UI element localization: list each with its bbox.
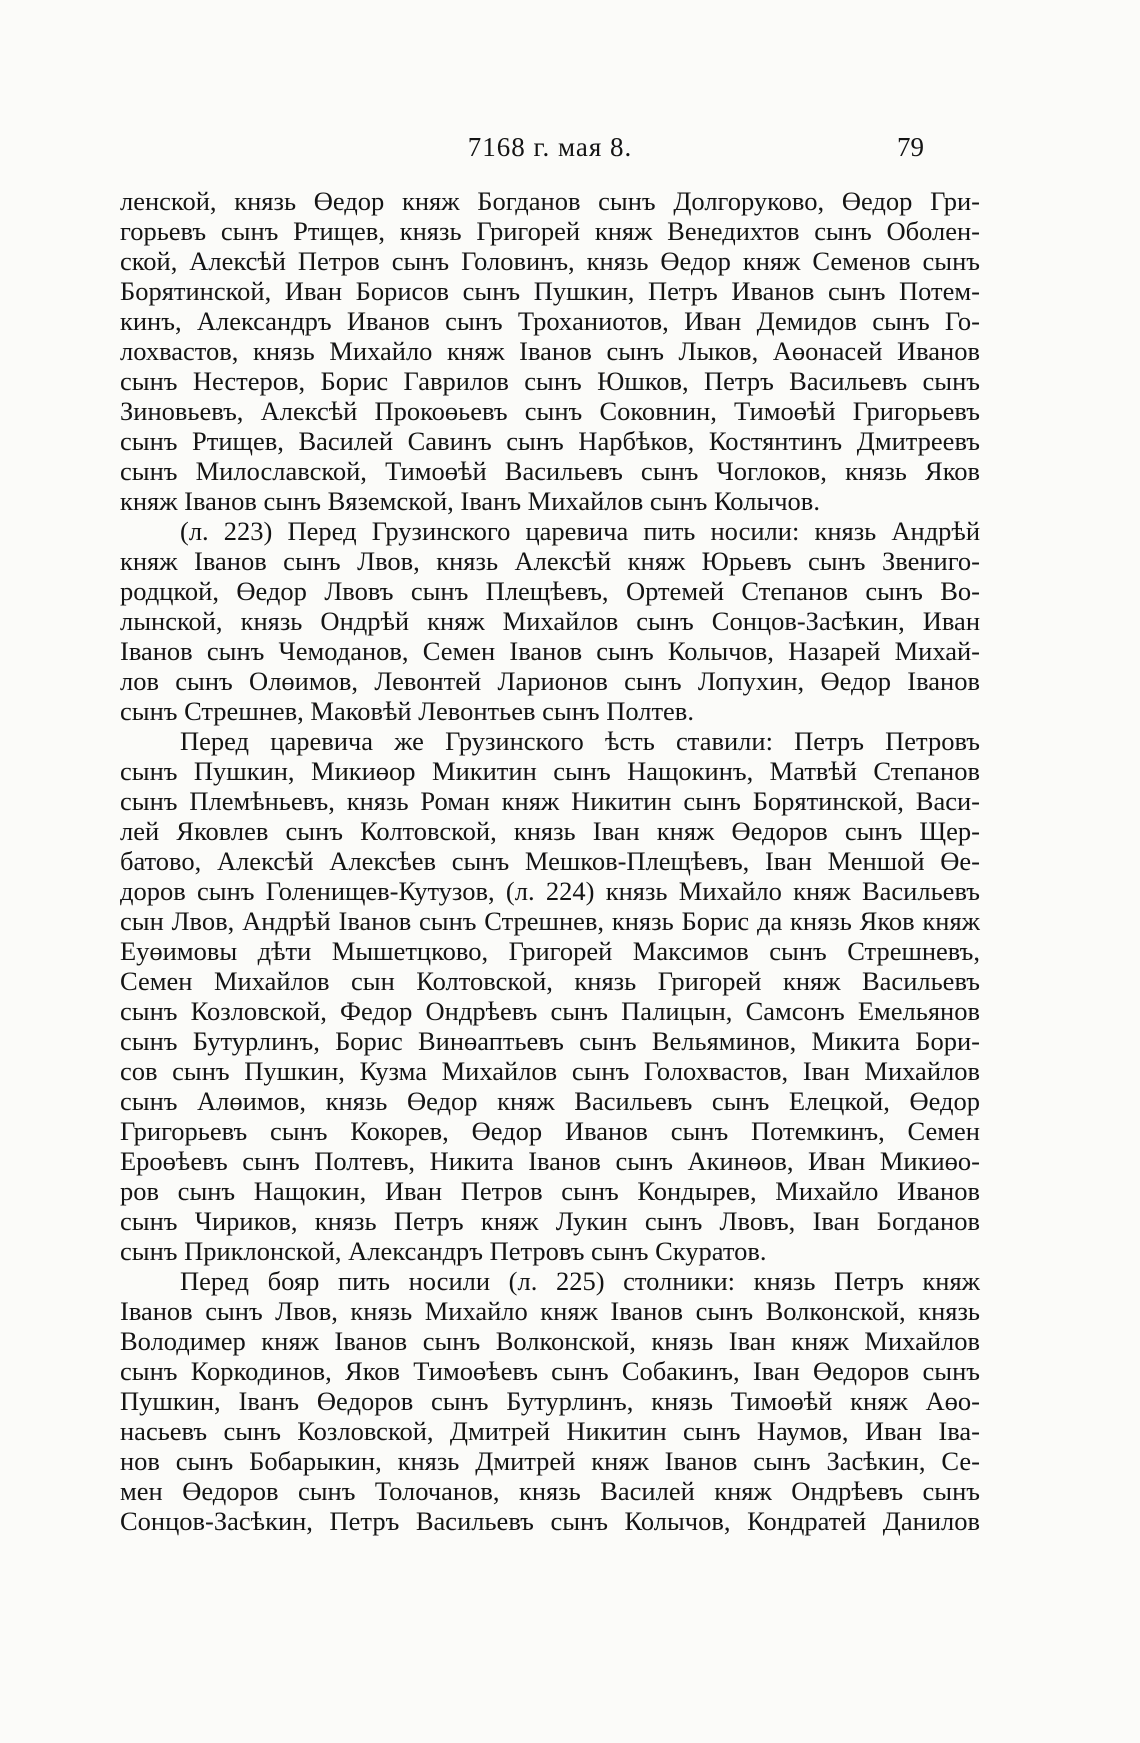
text-line: княж Іванов сынъ Вяземской, Іванъ Михайлов сынъ Колычов. bbox=[120, 486, 820, 516]
paragraph bbox=[120, 726, 980, 1266]
text-line: сов сынъ Пушкин, Кузма Михайлов сынъ Голохвастов, Іван Михайлов bbox=[120, 1056, 980, 1086]
text-line: Сонцов-Засѣкин, Петръ Васильевъ сынъ Колычов, Кондратей Данилов bbox=[120, 1506, 980, 1536]
paragraph bbox=[120, 186, 980, 516]
page-number: 79 bbox=[897, 132, 924, 162]
text-line: сынъ Коркодинов, Яков Тимоөѣевъ сынъ Собакинъ, Іван Өедоров сынъ bbox=[120, 1356, 980, 1386]
text-line: Семен Михайлов сын Колтовской, князь Григорей княж Васильевъ bbox=[120, 966, 980, 996]
text-line: Іванов сынъ Чемоданов, Семен Іванов сынъ Колычов, Назарей Михай- bbox=[120, 636, 980, 666]
text-line: лей Яковлев сынъ Колтовской, князь Іван княж Өедоров сынъ Щер- bbox=[120, 816, 980, 846]
text-line: сынъ Милославской, Тимоөѣй Васильевъ сынъ Чоглоков, князь Яков bbox=[120, 456, 980, 486]
text-line: сынъ Бутурлинъ, Борис Винөаптьевъ сынъ Вельяминов, Микита Бори- bbox=[120, 1026, 980, 1056]
text-line: сынъ Нестеров, Борис Гаврилов сынъ Юшков, Петръ Васильевъ сынъ bbox=[120, 366, 980, 396]
text-line: ской, Алексѣй Петров сынъ Головинъ, князь Өедор княж Семенов сынъ bbox=[120, 246, 980, 276]
header-title: 7168 г. мая 8. bbox=[467, 132, 633, 162]
text-line: нов сынъ Бобарыкин, князь Дмитрей княж Іванов сынъ Засѣкин, Се- bbox=[120, 1446, 980, 1476]
text-line: лохвастов, князь Михайло княж Іванов сынъ Лыков, Аөонасей Иванов bbox=[120, 336, 980, 366]
text-line: сын Лвов, Андрѣй Іванов сынъ Стрешнев, князь Борис да князь Яков княж bbox=[120, 906, 980, 936]
text-line: лов сынъ Олөимов, Левонтей Ларионов сынъ Лопухин, Өедор Іванов bbox=[120, 666, 980, 696]
text-line: (л. 223) Перед Грузинского царевича пить носили: князь Андрѣй bbox=[180, 516, 980, 546]
text-line: сынъ Козловской, Федор Ондрѣевъ сынъ Палицын, Самсонъ Емельянов bbox=[120, 996, 980, 1026]
paragraph bbox=[120, 1266, 980, 1536]
text-line: Зиновьевъ, Алексѣй Прокоөьевъ сынъ Соковнин, Тимоөѣй Григорьевъ bbox=[120, 396, 980, 426]
text-line: Пушкин, Іванъ Өедоров сынъ Бутурлинъ, князь Тимоөѣй княж Аөо- bbox=[120, 1386, 980, 1416]
text-line: сынъ Ртищев, Василей Савинъ сынъ Нарбѣков, Костянтинъ Дмитреевъ bbox=[120, 426, 980, 456]
text-line: сынъ Стрешнев, Маковѣй Левонтьев сынъ Полтев. bbox=[120, 696, 694, 726]
text-line: сынъ Племѣньевъ, князь Роман княж Никитин сынъ Борятинской, Васи- bbox=[120, 786, 980, 816]
text-line: сынъ Приклонской, Александръ Петровъ сынъ Скуратов. bbox=[120, 1236, 767, 1266]
text-line: Перед бояр пить носили (л. 225) столники: князь Петръ княж bbox=[180, 1266, 980, 1296]
text-line: Володимер княж Іванов сынъ Волконской, князь Іван княж Михайлов bbox=[120, 1326, 980, 1356]
text-line: Еуөимовы дѣти Мышетцково, Григорей Максимов сынъ Стрешневъ, bbox=[120, 936, 980, 966]
text-line: сынъ Алөимов, князь Өедор княж Васильевъ сынъ Елецкой, Өедор bbox=[120, 1086, 980, 1116]
text-line: ленской, князь Өедор княж Богданов сынъ Долгоруково, Өедор Гри- bbox=[120, 186, 980, 216]
text-line: родцкой, Өедор Лвовъ сынъ Плещѣевъ, Ортемей Степанов сынъ Во- bbox=[120, 576, 980, 606]
text-line: кинъ, Александръ Иванов сынъ Трохaниотов, Иван Демидов сынъ Го- bbox=[120, 306, 980, 336]
text-line: ров сынъ Нащокин, Иван Петров сынъ Кондырев, Михайло Иванов bbox=[120, 1176, 980, 1206]
text-line: Борятинской, Иван Борисов сынъ Пушкин, Петръ Иванов сынъ Потем- bbox=[120, 276, 980, 306]
text-line: лынской, князь Ондрѣй княж Михайлов сынъ Сонцов-Засѣкин, Иван bbox=[120, 606, 980, 636]
text-line: доров сынъ Голенищев-Кутузов, (л. 224) князь Михайло княж Васильевъ bbox=[120, 876, 980, 906]
text-line: Григорьевъ сынъ Кокорев, Өедор Иванов сынъ Потемкинъ, Семен bbox=[120, 1116, 980, 1146]
text-line: княж Іванов сынъ Лвов, князь Алексѣй княж Юрьевъ сынъ Звениго- bbox=[120, 546, 980, 576]
text-line: сынъ Чириков, князь Петръ княж Лукин сынъ Лвовъ, Іван Богданов bbox=[120, 1206, 980, 1236]
text-line: Перед царевича же Грузинского ѣсть ставили: Петръ Петровъ bbox=[180, 726, 980, 756]
text-line: Іванов сынъ Лвов, князь Михайло княж Іванов сынъ Волконской, князь bbox=[120, 1296, 980, 1326]
text-line: горьевъ сынъ Ртищев, князь Григорей княж Венедихтов сынъ Оболен- bbox=[120, 216, 980, 246]
text-line: Ероөѣевъ сынъ Полтевъ, Никита Іванов сынъ Акинөов, Иван Микиөо- bbox=[120, 1146, 980, 1176]
text-line: насьевъ сынъ Козловской, Дмитрей Никитин сынъ Наумов, Иван Іва- bbox=[120, 1416, 980, 1446]
body-text bbox=[120, 186, 980, 1536]
paragraph bbox=[120, 516, 980, 726]
text-line: сынъ Пушкин, Микиөор Микитин сынъ Нащокинъ, Матвѣй Степанов bbox=[120, 756, 980, 786]
text-line: батово, Алексѣй Алексѣев сынъ Мешков-Плещѣевъ, Іван Меншой Өе- bbox=[120, 846, 980, 876]
running-header bbox=[120, 130, 980, 164]
text-line: мен Өедоров сынъ Толочанов, князь Василей княж Ондрѣевъ сынъ bbox=[120, 1476, 980, 1506]
